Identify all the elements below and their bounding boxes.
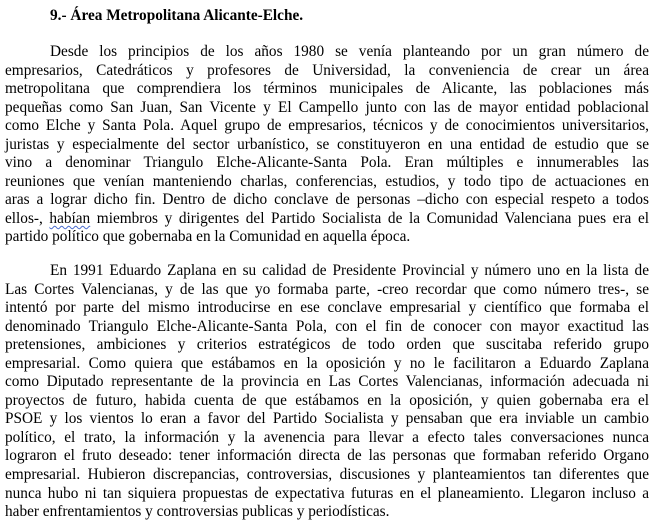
text-line: proyectos de futuro, habida cuenta de que estábamos en la oposición, y quien gobernaba era el [5,391,649,409]
text-line: En 1991 Eduardo Zaplana en su calidad de Presidente Provincial y número uno en la lista de [50,262,649,279]
text-line: Las Cortes Valencianas, y de las que yo formaba parte, -creo recordar que como número tres-, se [5,280,649,298]
text-segment: ellos-, [5,209,50,227]
text-line: PSOE y los vientos lo eran a favor del Partido Socialista y pensaban que era inviable un cambio [5,410,649,428]
text-line: intentó por parte del mismo introducirse en ese conclave empresarial y científico que formaba el [5,299,649,317]
text-line: vino a denominar Triangulo Elche-Alicante-Santa Pola. Eran múltiples e innumerables las [5,154,649,172]
text-line: reuniones que venían manteniendo charlas, conferencias, estudios, y todo tipo de actuaciones en [5,172,649,190]
paragraph-2 [5,262,649,522]
text-line: aras a lograr dicho fin. Dentro de dicho conclave de personas –dicho con especial respeto a todos [5,191,649,209]
text-line: empresarios, Catedráticos y profesores de Universidad, la conveniencia de crear un área [5,61,649,79]
spellcheck-underlined-word: habían [49,209,91,227]
text-line: pequeñas como San Juan, San Vicente y El Campello junto con las de mayor entidad poblacional [5,98,649,116]
text-line: empresarial. Hubieron discrepancias, controversias, discusiones y planteamientos tan diferentes que [5,466,649,484]
paragraph-1 [5,43,649,247]
text-line: Desde los principios de los años 1980 se venía planteando por un gran número de [50,43,649,60]
text-line [5,210,649,229]
text-segment: miembros y dirigentes del Partido Socialista de la Comunidad Valenciana pues era el [90,209,649,227]
text-line: lograron el fruto deseado: tener información directa de las personas que formaban referido Organo [5,447,649,465]
text-line: partido político que gobernaba en la Comunidad en aquella época. [5,228,411,246]
section-heading: 9.- Área Metropolitana Alicante-Elche. [50,7,304,24]
text-line: político, el trato, la información y la avenencia para llevar a efecto tales conversaciones nunca [5,428,649,446]
text-line: como Diputado representante de la provincia en Las Cortes Valencianas, información adecuada ni [5,373,649,391]
text-line: como Elche y Santa Pola. Aquel grupo de empresarios, técnicos y de conocimientos universitarios, [5,117,649,135]
text-line: empresarial. Como quiera que estábamos en la oposición y no le facilitaron a Eduardo Zaplana [5,354,649,372]
text-line: pretensiones, ambiciones y criterios estratégicos de todo orden que suscitaba referido grupo [5,336,649,354]
text-line: juristas y especialmente del sector urbanístico, se constituyeron en una entidad de estudio que se [5,135,649,153]
text-line: metropolitana que comprendiera los términos municipales de Alicante, las poblaciones más [5,80,649,98]
text-line: nunca hubo ni tan siquiera propuestas de expectativa futuras en el planeamiento. Llegaron incluso a [5,484,649,502]
text-line: haber enfrentamientos y controversias publicas y periodísticas. [5,503,390,521]
text-line: denominado Triangulo Elche-Alicante-Santa Pola, con el fin de conocer con mayor exactitud las [5,317,649,335]
